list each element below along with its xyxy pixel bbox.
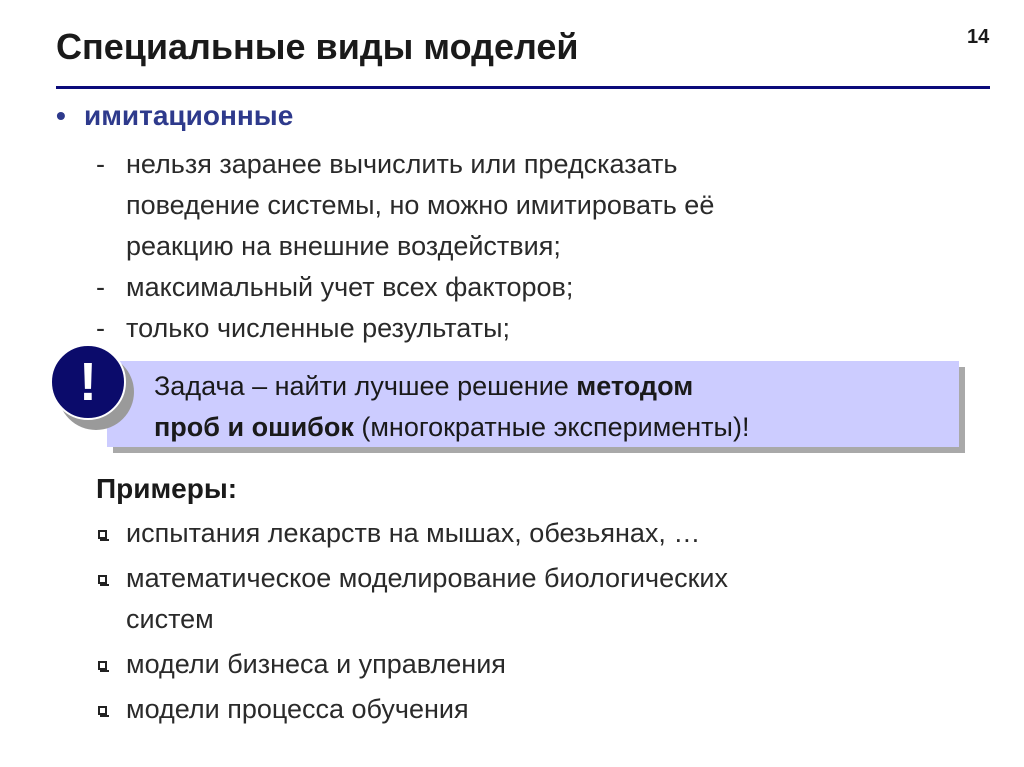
exclamation-icon: ! (50, 344, 126, 420)
examples-title: Примеры: (96, 473, 238, 504)
list-item-line: систем (126, 604, 214, 634)
dash-marker: - (96, 313, 105, 343)
bullet-dot: • (56, 100, 66, 131)
list-item-line: максимальный учет всех факторов; (126, 272, 574, 302)
list-item (96, 267, 714, 308)
page-number: 14 (967, 26, 990, 48)
dash-marker: - (96, 149, 105, 179)
square-bullet-icon (98, 706, 107, 715)
dash-marker: - (96, 272, 105, 302)
square-bullet-icon (98, 530, 107, 539)
note-text-bold: методом (576, 371, 694, 401)
list-item (96, 644, 728, 685)
slide-title: Специальные виды моделей (56, 26, 579, 67)
note-line-2 (154, 407, 749, 448)
note-line-1 (154, 366, 749, 407)
list-item-line: нельзя заранее вычислить или предсказать (126, 149, 678, 179)
square-bullet-icon (98, 575, 107, 584)
examples-list (96, 513, 728, 730)
note-text (154, 366, 749, 448)
title-divider (56, 86, 990, 89)
list-item-line: реакцию на внешние воздействия; (126, 231, 561, 261)
list-item-line: испытания лекарств на мышах, обезьянах, … (126, 518, 701, 548)
list-item (96, 689, 728, 730)
list-item-line: математическое моделирование биологических (126, 563, 728, 593)
section-heading (56, 100, 293, 132)
list-item (96, 558, 728, 640)
section-heading-text: имитационные (84, 100, 294, 131)
properties-list (96, 144, 714, 349)
note-text-normal: (многократные эксперименты)! (353, 412, 750, 442)
list-item (96, 144, 714, 267)
list-item (96, 513, 728, 554)
note-text-normal: Задача – найти лучшее решение (154, 371, 577, 401)
list-item (96, 308, 714, 349)
list-item-line: модели процесса обучения (126, 694, 469, 724)
list-item-line: модели бизнеса и управления (126, 649, 506, 679)
square-bullet-icon (98, 661, 107, 670)
note-text-bold: проб и ошибок (154, 412, 354, 442)
list-item-line: поведение системы, но можно имитировать её (126, 190, 715, 220)
list-item-line: только численные результаты; (126, 313, 510, 343)
